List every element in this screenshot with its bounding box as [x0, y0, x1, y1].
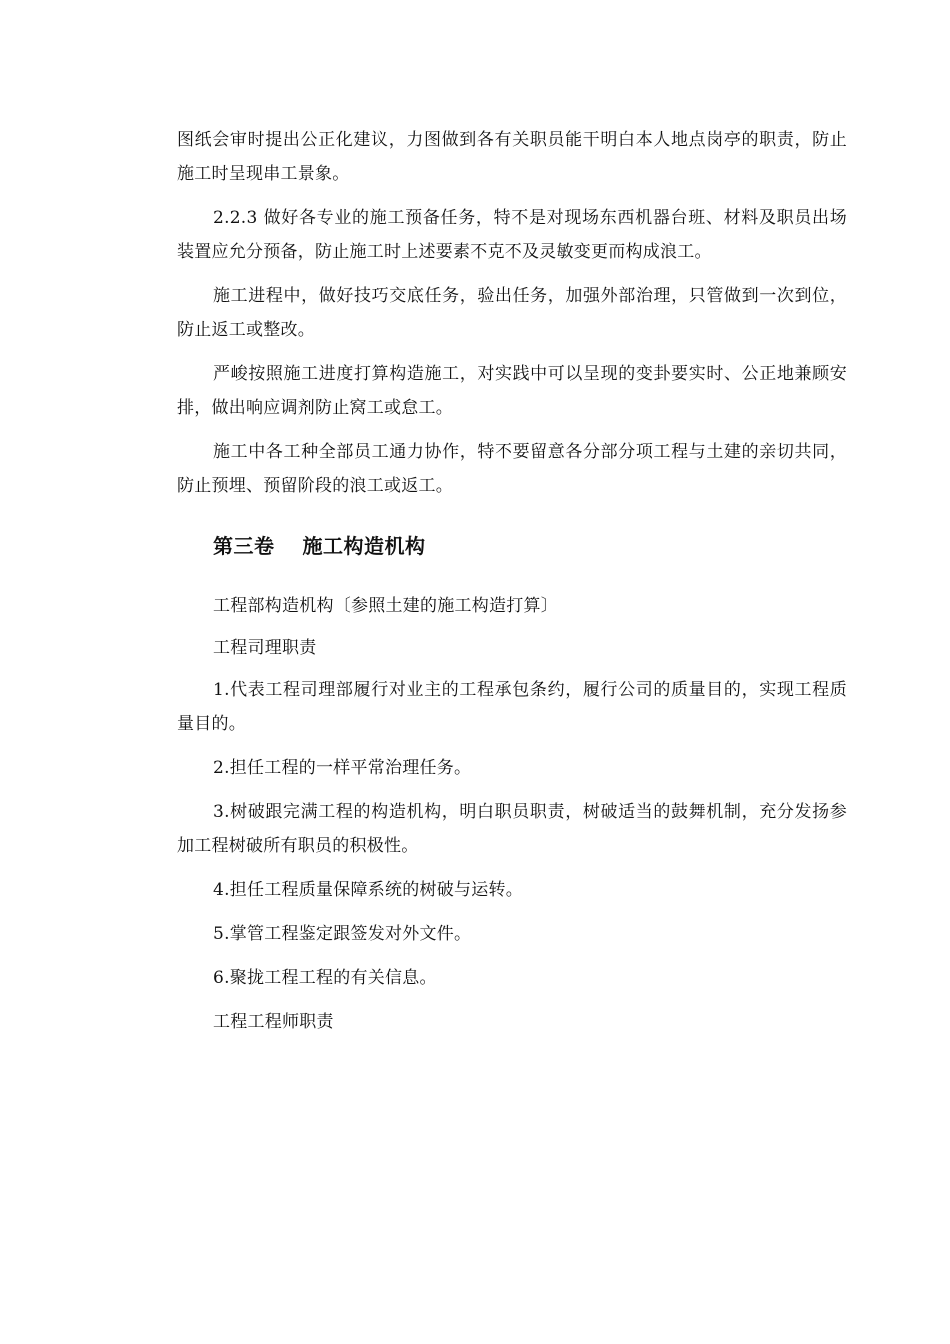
paragraph-engineer-duties-title: 工程工程师职责 — [213, 1012, 334, 1032]
list-item-5: 5.掌管工程鉴定跟签发对外文件。 — [213, 924, 472, 944]
paragraph-org-structure: 工程部构造机构〔参照土建的施工构造打算〕 — [213, 596, 558, 616]
list-item-6: 6.聚拢工程工程的有关信息。 — [213, 968, 437, 988]
list-item-2: 2.担任工程的一样平常治理任务。 — [213, 758, 472, 778]
list-item-4: 4.担任工程质量保障系统的树破与运转。 — [213, 880, 523, 900]
list-item-1: 1.代表工程司理部履行对业主的工程承包条约，履行公司的质量目的，实现工程质量目的。 — [177, 680, 847, 734]
paragraph-cooperation: 施工中各工种全部员工通力协作，特不要留意各分部分项工程与土建的亲切共同，防止预埋、预留阶段的浪工或返工。 — [177, 442, 847, 496]
paragraph-technical-briefing: 施工进程中，做好技巧交底任务，验出任务，加强外部治理，只管做到一次到位，防止返工或整改。 — [177, 286, 847, 340]
section-heading-chapter: 第三卷 — [213, 534, 275, 558]
paragraph-preparation: 2.2.3 做好各专业的施工预备任务，特不是对现场东西机器台班、材料及职员出场装置应允分预备，防止施工时上述要素不克不及灵敏变更而构成浪工。 — [177, 208, 847, 262]
paragraph-manager-duties-title: 工程司理职责 — [213, 638, 317, 658]
document-body — [177, 123, 847, 1049]
section-heading — [213, 529, 847, 563]
section-heading-title: 施工构造机构 — [302, 534, 426, 558]
list-item-3: 3.树破跟完满工程的构造机构，明白职员职责，树破适当的鼓舞机制，充分发扬参加工程树破所有职员的积极性。 — [177, 802, 847, 856]
paragraph-schedule: 严峻按照施工进度打算构造施工，对实践中可以呈现的变卦要实时、公正地兼顾安排，做出响应调剂防止窝工或怠工。 — [177, 364, 847, 418]
paragraph-continuation: 图纸会审时提出公正化建议，力图做到各有关职员能干明白本人地点岗亭的职责，防止施工时呈现串工景象。 — [177, 130, 847, 184]
